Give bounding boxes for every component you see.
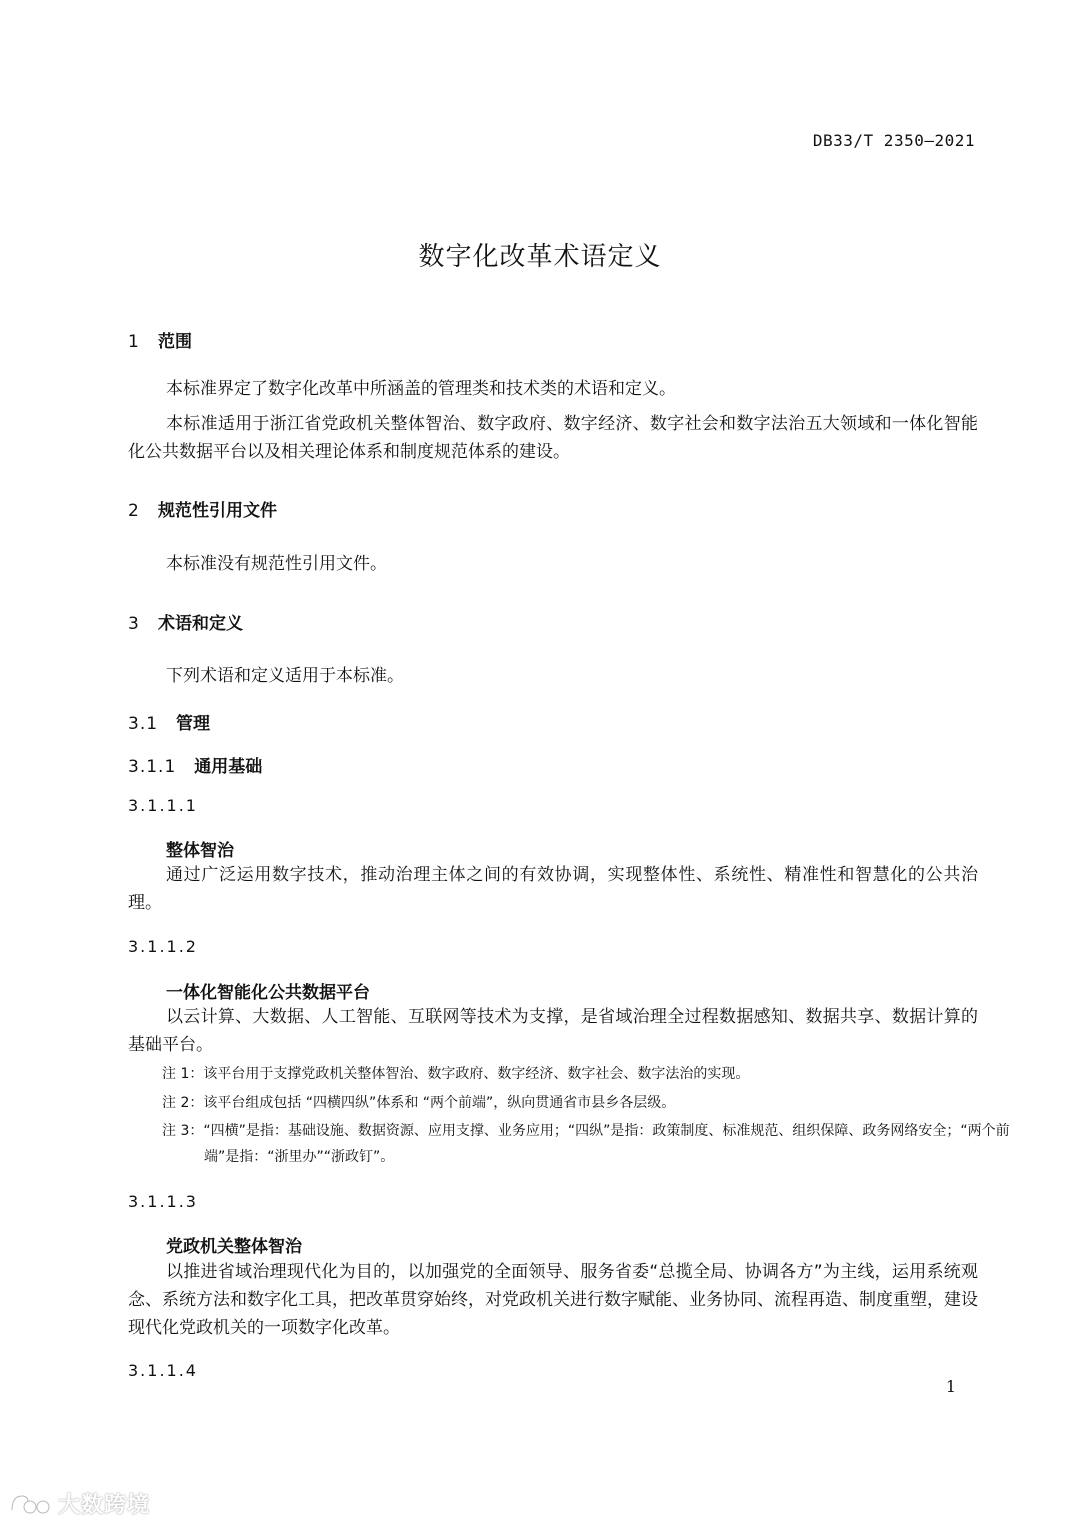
section-3-number: 3 <box>128 614 139 634</box>
term-2-number: 3.1.1.2 <box>128 937 198 956</box>
section-3-1-1-heading <box>128 752 262 777</box>
term-3-number: 3.1.1.3 <box>128 1192 198 1211</box>
section-3-1-1-title: 通用基础 <box>194 757 263 777</box>
section-3-1-number: 3.1 <box>128 714 159 734</box>
watermark-text: 大数跨境 <box>58 1493 151 1518</box>
term-4-number: 3.1.1.4 <box>128 1361 198 1380</box>
section-3-1-title: 管理 <box>176 714 211 734</box>
section-1-number: 1 <box>128 332 139 352</box>
section-3-1-1-number: 3.1.1 <box>128 757 177 777</box>
section-3-heading <box>128 609 243 634</box>
term-2-name: 一体化智能化公共数据平台 <box>166 983 370 1003</box>
section-1-title: 范围 <box>158 332 192 352</box>
section-2-title: 规范性引用文件 <box>158 501 277 521</box>
section-2-number: 2 <box>128 501 139 521</box>
document-title: 数字化改革术语定义 <box>418 242 662 272</box>
term-3-definition: 以推进省域治理现代化为目的，以加强党的全面领导、服务省委“总揽全局、协调各方”为主线，运用系统观念、系统方法和数字化工具，把改革贯穿始终，对党政机关进行数字赋能、业务协同、流程再造、制度重塑，建设现代化党政机关的一项数字化改革。 <box>128 1262 978 1338</box>
term-2-definition: 以云计算、大数据、人工智能、互联网等技术为支撑，是省域治理全过程数据感知、数据共享、数据计算的基础平台。 <box>128 1007 978 1055</box>
term-1-name: 整体智治 <box>166 841 234 861</box>
section-1-paragraph-1: 本标准界定了数字化改革中所涵盖的管理类和技术类的术语和定义。 <box>166 379 676 399</box>
term-2-note-1: 注 1：该平台用于支撑党政机关整体智治、数字政府、数字经济、数字社会、数字法治的实现。 <box>162 1066 750 1082</box>
term-2-note-2: 注 2：该平台组成包括 “四横四纵”体系和 “两个前端”，纵向贯通省市县乡各层级。 <box>162 1095 676 1111</box>
section-3-1-heading <box>128 709 210 734</box>
section-3-paragraph-1: 下列术语和定义适用于本标准。 <box>166 666 404 686</box>
section-3-title: 术语和定义 <box>158 614 243 634</box>
section-2-heading <box>128 496 277 521</box>
page-number: 1 <box>945 1377 956 1396</box>
term-1-number: 3.1.1.1 <box>128 796 198 815</box>
term-1-definition: 通过广泛运用数字技术，推动治理主体之间的有效协调，实现整体性、系统性、精准性和智慧化的公共治理。 <box>128 865 978 913</box>
term-2-note-3: 注 3：“四横”是指：基础设施、数据资源、应用支撑、业务应用；“四纵”是指：政策制度、标准规范、组织保障、政务网络安全；“两个前端”是指：“浙里办”“浙政钉”。 <box>162 1123 1010 1165</box>
standard-number: DB33/T 2350—2021 <box>812 131 975 150</box>
term-3-name: 党政机关整体智治 <box>166 1237 302 1257</box>
watermark <box>8 1488 150 1519</box>
section-1-paragraph-2: 本标准适用于浙江省党政机关整体智治、数字政府、数字经济、数字社会和数字法治五大领域和一体化智能化公共数据平台以及相关理论体系和制度规范体系的建设。 <box>128 414 978 462</box>
section-2-paragraph-1: 本标准没有规范性引用文件。 <box>166 554 387 574</box>
section-1-heading <box>128 327 192 352</box>
watermark-logo-icon <box>8 1490 54 1518</box>
